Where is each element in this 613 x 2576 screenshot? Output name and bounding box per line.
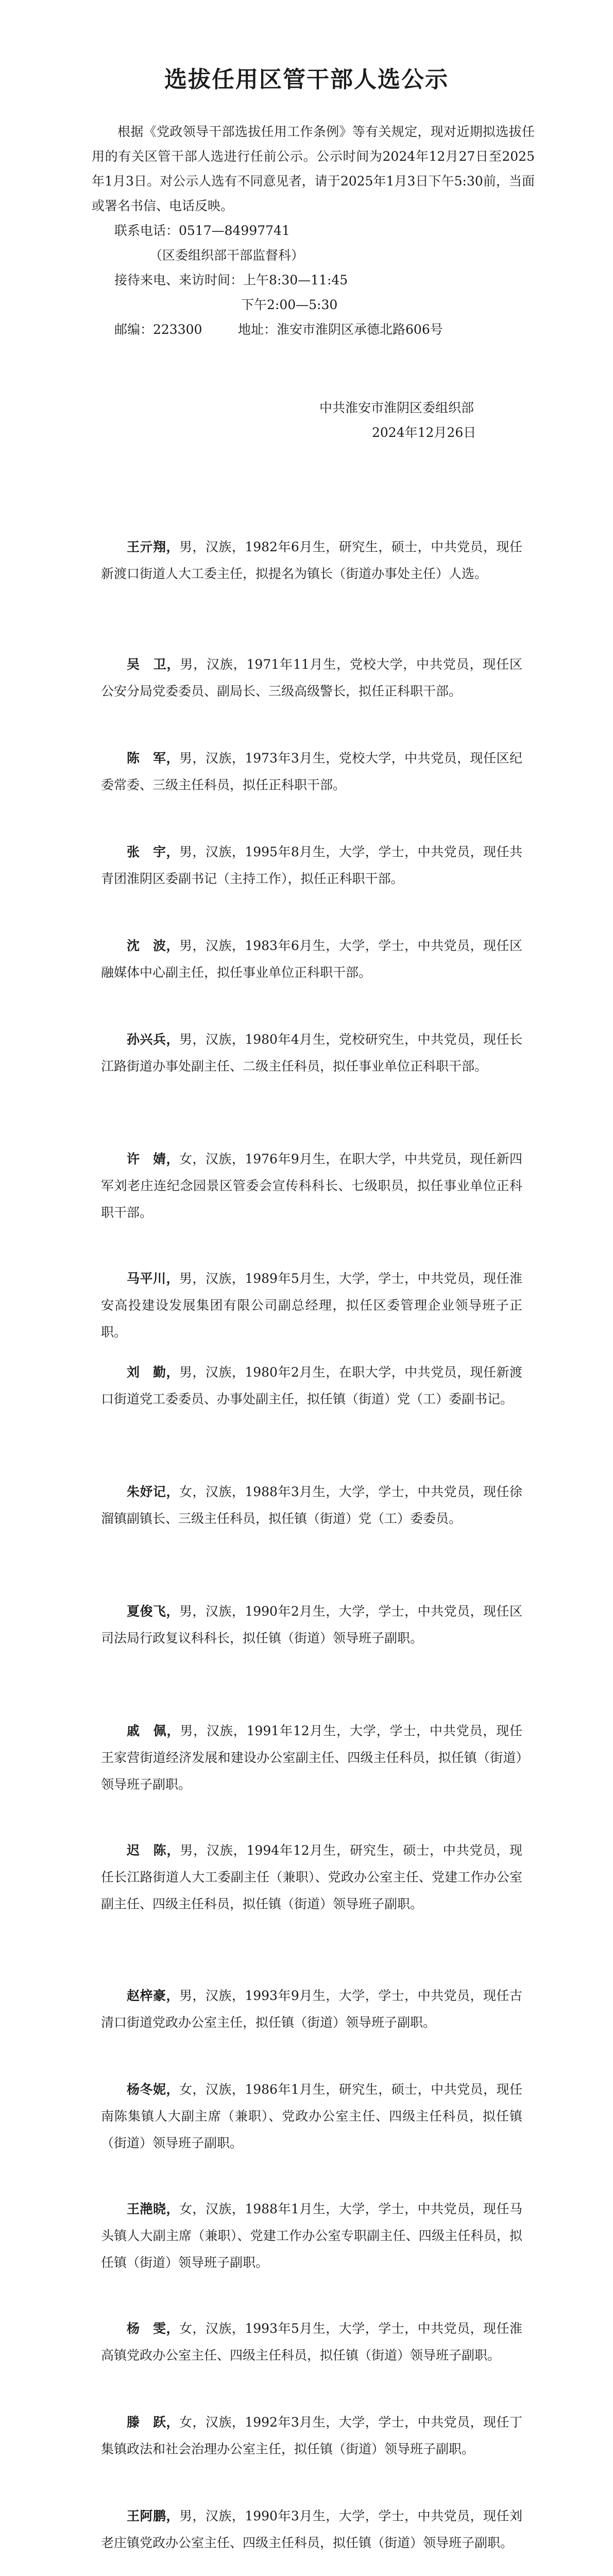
candidate-name: 许 婧， [127, 1151, 179, 1166]
contact-address: 地址：淮安市淮阴区承德北路606号 [238, 322, 443, 337]
contact-phone: 联系电话：0517—84997741 [114, 223, 290, 238]
candidate-description: 男，汉族，1991年12月生，大学，学士，中共党员，现任王家营街道经济发展和建设办公室副主任、四级主任科员，拟任镇（街道）领导班子副职。 [101, 1723, 522, 1792]
candidate-name: 孙兴兵， [127, 1032, 179, 1047]
candidate-description: 女，汉族，1976年9月生，在职大学，中共党员，现任新四军刘老庄连纪念园景区管委会宣传科科长、七级职员，拟任事业单位正科职干部。 [101, 1151, 522, 1220]
candidate-name: 杨 雯， [127, 2321, 179, 2336]
candidate-name: 王亓翔， [127, 539, 179, 554]
candidate-description: 男，汉族，1980年2月生，在职大学，中共党员，现任新渡口街道党工委委员、办事处副主任，拟任镇（街道）党（工）委副书记。 [101, 1365, 522, 1406]
candidate-name: 王阿鹏， [127, 2509, 179, 2523]
candidate-name: 夏俊飞， [127, 1604, 179, 1619]
candidate-description: 女，汉族，1993年5月生，大学，学士，中共党员，现任淮高镇党政办公室主任、四级主任科员，拟任镇（街道）领导班子副职。 [101, 2321, 522, 2363]
candidate-name: 陈 军， [127, 751, 179, 766]
candidate-name: 刘 勤， [127, 1365, 179, 1380]
candidate-entry [101, 1265, 522, 1346]
candidate-entry [101, 534, 522, 587]
contact-hours-pm: 下午2:00—5:30 [241, 297, 338, 312]
candidate-entry [101, 1718, 522, 1798]
candidate-description: 女，汉族，1986年1月生，研究生，硕士，中共党员，现任南陈集镇人大副主席（兼职）、党政办公室主任、四级主任科员，拟任镇（街道）领导班子副职。 [101, 2082, 522, 2150]
candidate-description: 男，汉族，1994年12月生，研究生，硕士，中共党员，现任长江路街道人大工委副主任（兼职）、党政办公室主任、党建工作办公室副主任、四级主任科员，拟任镇（街道）领导班子副职。 [101, 1843, 522, 1911]
candidate-description: 男，汉族，1980年4月生，党校研究生，中共党员，现任长江路街道办事处副主任、二级主任科员，拟任事业单位正科职干部。 [101, 1032, 522, 1074]
candidate-description: 男，汉族，1990年2月生，大学，学士，中共党员，现任区司法局行政复议科科长，拟任镇（街道）领导班子副职。 [101, 1604, 522, 1646]
contact-dept: （区委组织部干部监督科） [149, 248, 304, 263]
candidate-entry [101, 2315, 522, 2369]
candidate-name: 吴 卫， [127, 657, 180, 672]
candidate-description: 男，汉族，1995年8月生，大学，学士，中共党员，现任共青团淮阴区委副书记（主持工作），拟任正科职干部。 [101, 844, 522, 886]
candidate-description: 男，汉族，1971年11月生，党校大学，中共党员，现任区公安分局党委委员、副局长、三级高级警长，拟任正科职干部。 [101, 657, 522, 699]
candidate-description: 男，汉族，1990年3月生，大学，学士，中共党员，现任刘老庄镇党政办公室主任、四级主任科员，拟任镇（街道）领导班子副职。 [101, 2509, 522, 2550]
candidate-name: 张 宇， [127, 844, 179, 859]
candidate-entry [101, 933, 522, 986]
candidate-entry [101, 1479, 522, 1532]
candidate-entry [101, 1359, 522, 1413]
contact-hours-am: 接待来电、来访时间：上午8:30—11:45 [114, 273, 348, 287]
candidate-description: 女，汉族，1988年3月生，大学，学士，中共党员，现任徐溜镇副镇长、三级主任科员，拟任镇（街道）党（工）委委员。 [101, 1484, 522, 1526]
candidate-entry [101, 1837, 522, 1918]
candidate-entry [101, 651, 522, 705]
contact-postcode: 邮编：223300 [114, 322, 202, 337]
signature-org: 中共淮安市淮阴区委组织部 [319, 400, 474, 415]
candidate-entry [101, 2503, 522, 2556]
candidate-description: 女，汉族，1988年1月生，大学，学士，中共党员，现任马头镇人大副主席（兼职）、党建工作办公室专职副主任、四级主任科员，拟任镇（街道）领导班子副职。 [101, 2201, 522, 2270]
candidate-description: 男，汉族，1993年9月生，大学，学士，中共党员，现任古清口街道党政办公室主任，拟任镇（街道）领导班子副职。 [101, 1988, 522, 2030]
candidate-entry [101, 2076, 522, 2157]
candidate-name: 沈 波， [127, 938, 179, 953]
candidate-name: 迟 陈， [127, 1843, 180, 1858]
candidate-entry [101, 839, 522, 892]
candidate-name: 赵梓豪， [127, 1988, 179, 2003]
candidate-entry [101, 1146, 522, 1226]
candidate-name: 马平川， [127, 1271, 179, 1286]
candidate-entry [101, 1026, 522, 1080]
candidate-entry [101, 1598, 522, 1652]
candidate-entry [101, 2196, 522, 2276]
candidate-name: 杨冬妮， [127, 2082, 179, 2097]
candidate-entry [101, 745, 522, 799]
candidate-entry [101, 2409, 522, 2463]
candidate-name: 戚 佩， [127, 1723, 180, 1738]
candidate-name: 朱妤记， [127, 1484, 179, 1499]
candidate-description: 男，汉族，1973年3月生，党校大学，中共党员，现任区纪委常委、三级主任科员，拟任正科职干部。 [101, 751, 522, 792]
intro-paragraph: 根据《党政领导干部选拔任用工作条例》等有关规定，现对近期拟选拔任用的有关区管干部人选进行任前公示。公示时间为2024年12月27日至2025年1月3日。对公示人选有不同意见者，请于2025年1月3日下午5:30前，当面或署名书信、电话反映。 [92, 124, 535, 213]
candidate-entry [101, 1982, 522, 2036]
candidate-name: 王滟晓， [127, 2201, 179, 2216]
candidate-description: 男，汉族，1983年6月生，大学，学士，中共党员，现任区融媒体中心副主任，拟任事业单位正科职干部。 [101, 938, 522, 980]
candidate-description: 男，汉族，1982年6月生，研究生，硕士，中共党员，现任新渡口街道人大工委主任，拟提名为镇长（街道办事处主任）人选。 [101, 539, 522, 581]
candidate-name: 滕 跃， [127, 2415, 179, 2430]
page-title: 选拔任用区管干部人选公示 [164, 66, 449, 93]
candidate-description: 男，汉族，1989年5月生，大学，学士，中共党员，现任淮安高投建设发展集团有限公司副总经理，拟任区委管理企业领导班子正职。 [101, 1271, 522, 1340]
candidate-description: 女，汉族，1992年3月生，大学，学士，中共党员，现任丁集镇政法和社会治理办公室主任，拟任镇（街道）领导班子副职。 [101, 2415, 522, 2456]
signature-date: 2024年12月26日 [372, 425, 476, 440]
